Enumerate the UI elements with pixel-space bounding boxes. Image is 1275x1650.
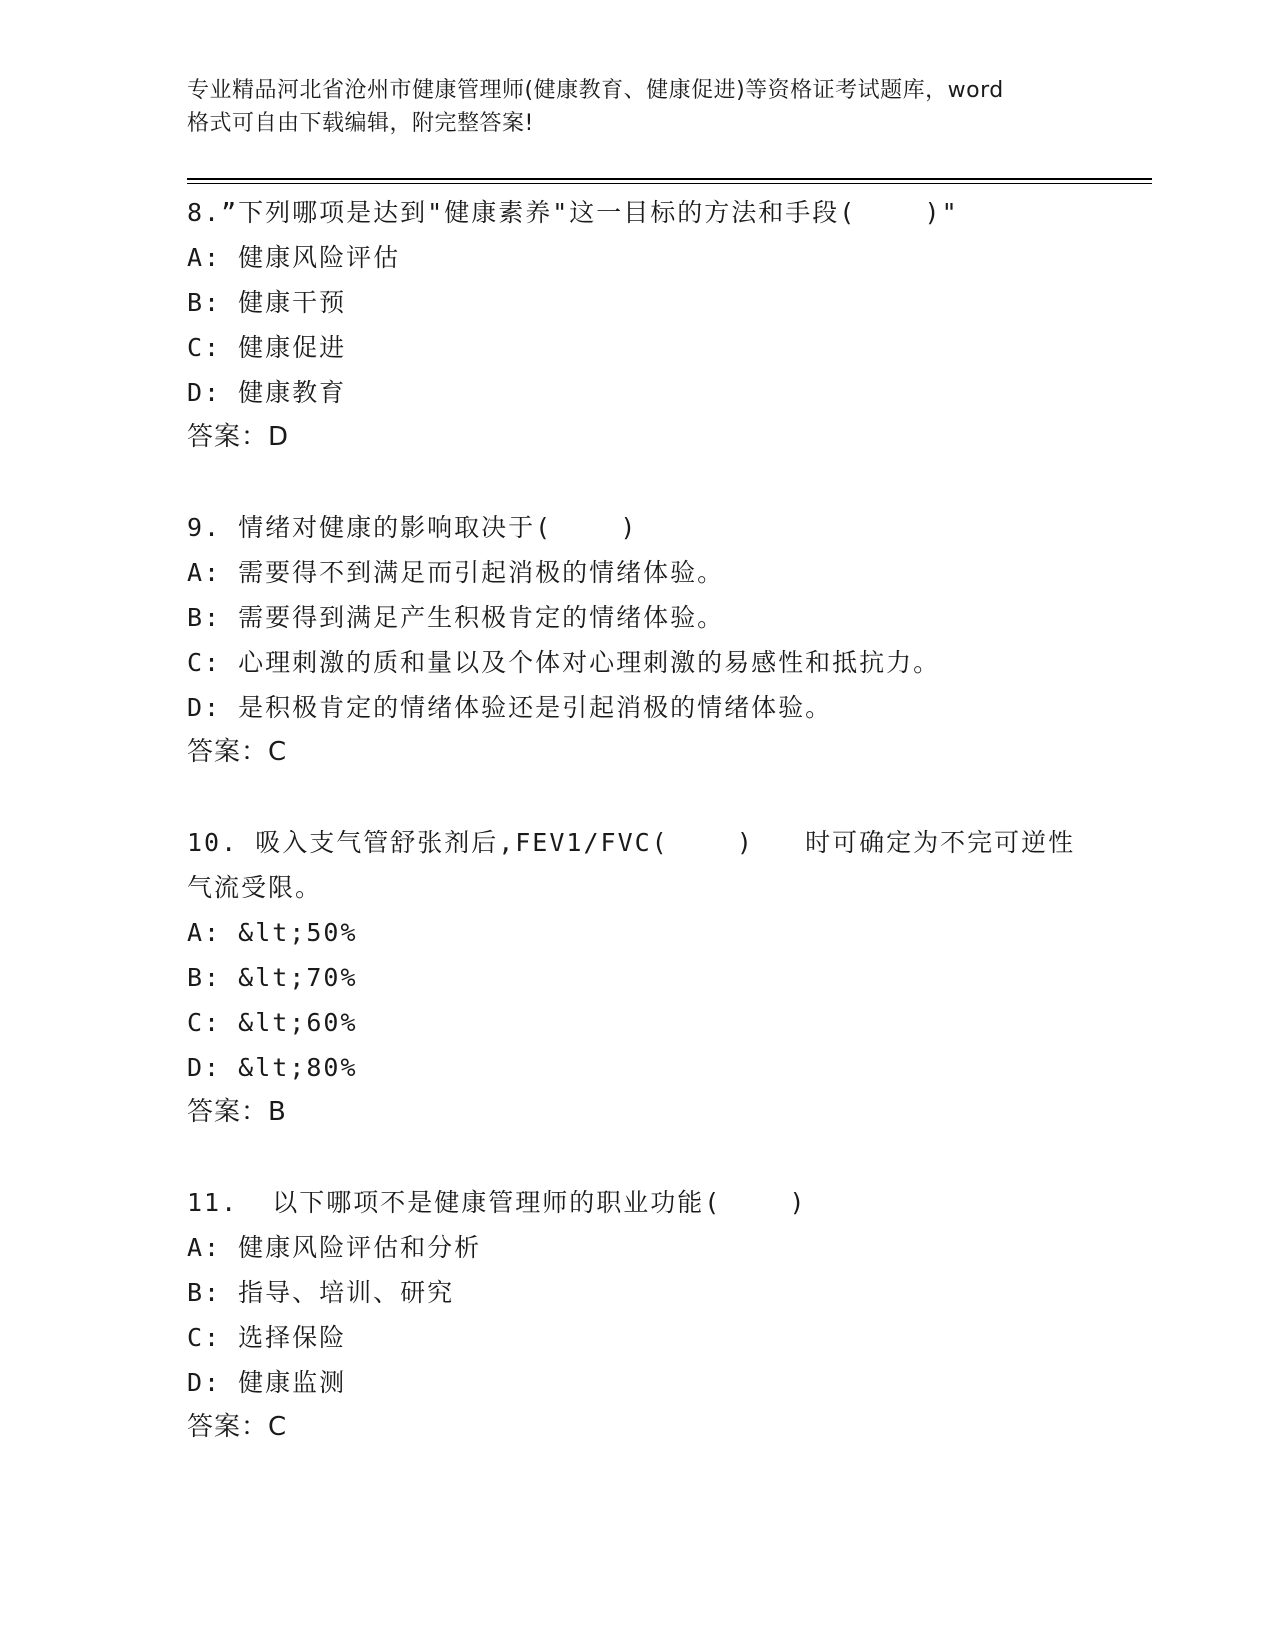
question-stem: 9. 情绪对健康的影响取决于( ) xyxy=(187,513,638,542)
question-stem: 11. 以下哪项不是健康管理师的职业功能( ) xyxy=(187,1188,807,1217)
question-10 xyxy=(187,820,1087,1135)
option-c: C: &lt;60% xyxy=(187,1008,358,1037)
option-c: C: 健康促进 xyxy=(187,333,347,362)
option-b: B: 需要得到满足产生积极肯定的情绪体验。 xyxy=(187,603,725,632)
option-c: C: 心理刺激的质和量以及个体对心理刺激的易感性和抵抗力。 xyxy=(187,648,941,677)
option-a: A: 健康风险评估和分析 xyxy=(187,1233,482,1262)
option-c: C: 选择保险 xyxy=(187,1323,347,1352)
spacer xyxy=(187,1135,1087,1180)
spacer xyxy=(187,775,1087,820)
question-11 xyxy=(187,1180,1087,1450)
question-stem: 8.”下列哪项是达到"健康素养"这一目标的方法和手段( )" xyxy=(187,198,959,227)
spacer xyxy=(187,460,1087,505)
answer-label: 答案：C xyxy=(187,1412,288,1442)
question-9 xyxy=(187,505,1087,775)
option-a: A: 需要得不到满足而引起消极的情绪体验。 xyxy=(187,558,725,587)
answer-label: 答案：B xyxy=(187,1097,287,1127)
option-a: A: &lt;50% xyxy=(187,918,358,947)
question-list xyxy=(187,190,1087,1450)
question-stem-continued: 气流受限。 xyxy=(187,873,323,902)
header-line-2: 格式可自由下载编辑，附完整答案! xyxy=(187,111,534,136)
header-line-1: 专业精品河北省沧州市健康管理师(健康教育、健康促进)等资格证考试题库，word xyxy=(187,78,1004,103)
option-d: D: &lt;80% xyxy=(187,1053,358,1082)
option-d: D: 健康监测 xyxy=(187,1368,347,1397)
option-d: D: 是积极肯定的情绪体验还是引起消极的情绪体验。 xyxy=(187,693,833,722)
document-header xyxy=(187,74,1087,140)
option-b: B: &lt;70% xyxy=(187,963,358,992)
question-8 xyxy=(187,190,1087,460)
option-d: D: 健康教育 xyxy=(187,378,347,407)
header-divider-thin xyxy=(187,183,1152,184)
question-stem: 10. 吸入支气管舒张剂后,FEV1/FVC( ) 时可确定为不完可逆性 xyxy=(187,828,1076,857)
option-a: A: 健康风险评估 xyxy=(187,243,401,272)
answer-label: 答案：D xyxy=(187,422,290,452)
option-b: B: 健康干预 xyxy=(187,288,347,317)
header-divider-thick xyxy=(187,178,1152,180)
option-b: B: 指导、培训、研究 xyxy=(187,1278,455,1307)
answer-label: 答案：C xyxy=(187,737,288,767)
